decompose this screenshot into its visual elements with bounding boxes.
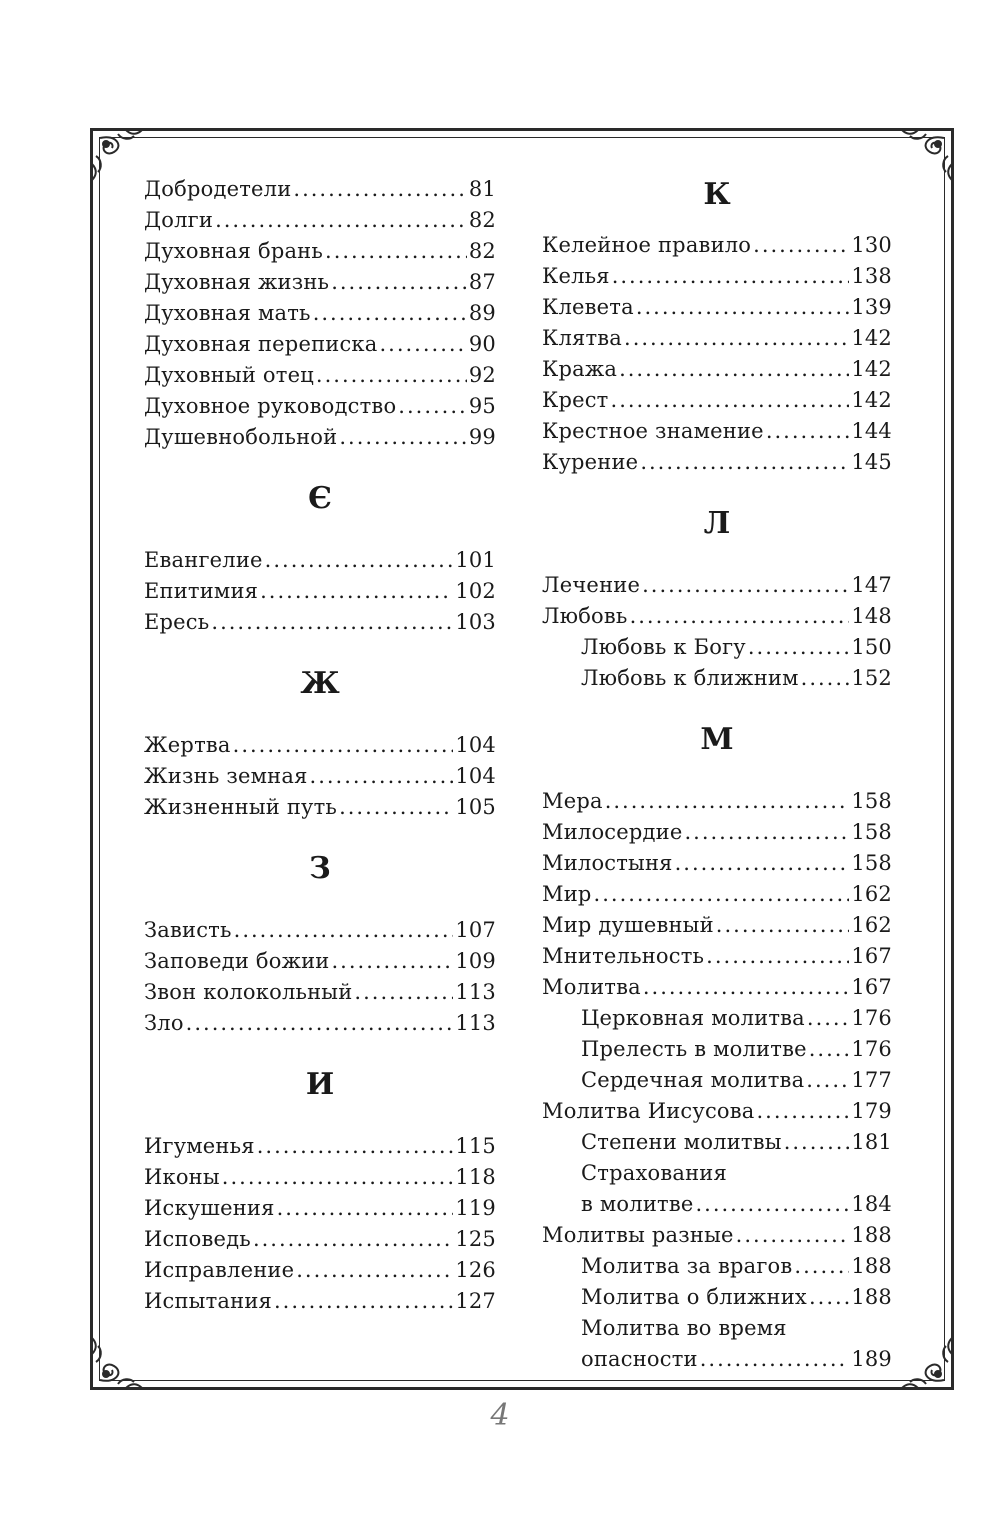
index-entry-term: Молитва xyxy=(542,975,641,999)
index-entry-term: Духовная мать xyxy=(144,301,311,325)
index-entry xyxy=(542,447,892,478)
index-entry-term: Искушения xyxy=(144,1196,275,1220)
index-entry-term: Степени молитвы xyxy=(581,1130,782,1154)
dot-leader xyxy=(706,941,849,972)
dot-leader xyxy=(325,236,467,267)
index-entry xyxy=(144,792,496,823)
index-entry xyxy=(542,323,892,354)
dot-leader xyxy=(809,1034,850,1065)
dot-leader xyxy=(809,1282,849,1313)
dot-leader xyxy=(277,1193,454,1224)
dot-leader xyxy=(611,385,850,416)
index-entry xyxy=(144,915,496,946)
index-entry-term: в молитве xyxy=(581,1192,694,1216)
index-entry-page-number: 145 xyxy=(851,450,892,474)
dot-leader xyxy=(801,663,850,694)
index-entry xyxy=(144,174,496,205)
index-entry-term: Лечение xyxy=(542,573,641,597)
index-entry xyxy=(542,385,892,416)
index-entry-term: Любовь к ближним xyxy=(581,666,799,690)
index-entry-page-number: 158 xyxy=(851,789,892,813)
dot-leader xyxy=(274,1286,453,1317)
section-letter-heading: К xyxy=(703,177,731,212)
index-entry xyxy=(144,1162,496,1193)
index-entry-term: Зависть xyxy=(144,918,232,942)
dot-leader xyxy=(784,1127,850,1158)
dot-leader xyxy=(354,977,453,1008)
index-entry-term: Клятва xyxy=(542,326,623,350)
index-entry-page-number: 126 xyxy=(455,1258,496,1282)
index-entry-term: Мнительность xyxy=(542,944,705,968)
index-entry-page-number: 95 xyxy=(468,394,496,418)
index-entry xyxy=(542,354,892,385)
index-entry-page-number: 127 xyxy=(455,1289,496,1313)
dot-leader xyxy=(293,174,466,205)
index-entry-term: Мир душевный xyxy=(542,913,714,937)
index-subentry xyxy=(542,1065,892,1096)
index-entry-term: Духовный отец xyxy=(144,363,314,387)
index-subentry xyxy=(542,1344,892,1375)
dot-leader xyxy=(748,632,849,663)
dot-leader xyxy=(716,910,850,941)
index-entry-term: Ересь xyxy=(144,610,210,634)
index-entry-term: Добродетели xyxy=(144,177,292,201)
dot-leader xyxy=(331,267,467,298)
index-entry-page-number: 125 xyxy=(455,1227,496,1251)
index-entry-page-number: 104 xyxy=(455,764,496,788)
index-entry-term: Жизненный путь xyxy=(144,795,338,819)
index-entry-page-number: 113 xyxy=(455,980,496,1004)
index-entry-page-number: 188 xyxy=(851,1254,892,1278)
dot-leader xyxy=(339,422,467,453)
index-entry-page-number: 142 xyxy=(851,388,892,412)
section-letter-heading: З xyxy=(309,851,331,886)
dot-leader xyxy=(234,915,454,946)
index-entry xyxy=(542,1220,892,1251)
index-column-right xyxy=(542,174,892,1375)
index-entry xyxy=(144,267,496,298)
dot-leader xyxy=(612,261,850,292)
dot-leader xyxy=(624,323,849,354)
index-entry xyxy=(144,730,496,761)
index-entry-term: Игуменья xyxy=(144,1134,255,1158)
index-entry-term: Евангелие xyxy=(144,548,263,572)
index-entry xyxy=(542,230,892,261)
index-entry-page-number: 176 xyxy=(851,1006,892,1030)
index-entry-page-number: 188 xyxy=(851,1285,892,1309)
index-entry xyxy=(542,941,892,972)
index-entry-term: Мера xyxy=(542,789,603,813)
index-entry-term: Долги xyxy=(144,208,214,232)
index-entry xyxy=(542,570,892,601)
index-entry-term: Иконы xyxy=(144,1165,220,1189)
index-entry xyxy=(542,261,892,292)
index-entry-page-number: 92 xyxy=(468,363,496,387)
index-entry-page-number: 81 xyxy=(468,177,496,201)
index-entry xyxy=(144,1286,496,1317)
dot-leader xyxy=(211,607,453,638)
index-entry-term: Жизнь земная xyxy=(144,764,308,788)
index-entry xyxy=(144,1131,496,1162)
index-subentry xyxy=(542,632,892,663)
dot-leader xyxy=(233,730,454,761)
index-entry-page-number: 167 xyxy=(851,944,892,968)
index-entry-page-number: 90 xyxy=(468,332,496,356)
index-entry-term: Молитва за врагов xyxy=(581,1254,793,1278)
index-entry-page-number: 113 xyxy=(455,1011,496,1035)
page-number: 4 xyxy=(490,1398,510,1433)
dot-leader xyxy=(594,879,850,910)
index-entry-term: Крест xyxy=(542,388,609,412)
dot-leader xyxy=(806,1065,849,1096)
index-entry-term: Келейное правило xyxy=(542,233,752,257)
index-subentry xyxy=(542,1189,892,1220)
dot-leader xyxy=(253,1224,453,1255)
index-entry-page-number: 87 xyxy=(468,270,496,294)
index-entry-page-number: 144 xyxy=(851,419,892,443)
corner-ornament-icon xyxy=(882,1318,958,1394)
index-entry-term: Испытания xyxy=(144,1289,272,1313)
section-letter-heading: М xyxy=(700,722,734,757)
dot-leader xyxy=(265,545,454,576)
index-entry-page-number: 167 xyxy=(851,975,892,999)
index-entry xyxy=(542,416,892,447)
index-entry xyxy=(542,292,892,323)
dot-leader xyxy=(640,447,849,478)
index-entry-page-number: 148 xyxy=(851,604,892,628)
index-entry xyxy=(144,1193,496,1224)
index-entry-term: Мир xyxy=(542,882,592,906)
index-entry-term: Исправление xyxy=(144,1258,295,1282)
dot-leader xyxy=(310,761,454,792)
index-entry-page-number: 139 xyxy=(851,295,892,319)
dot-leader xyxy=(260,576,453,607)
index-entry xyxy=(144,1008,496,1039)
index-entry-page-number: 179 xyxy=(851,1099,892,1123)
dot-leader xyxy=(313,298,467,329)
index-entry-page-number: 158 xyxy=(851,851,892,875)
dot-leader xyxy=(222,1162,454,1193)
dot-leader xyxy=(766,416,850,447)
index-entry-page-number: 82 xyxy=(468,239,496,263)
index-entry-term: Милосердие xyxy=(542,820,683,844)
index-entry xyxy=(144,1255,496,1286)
dot-leader xyxy=(630,601,850,632)
index-entry-term: Духовное руководство xyxy=(144,394,397,418)
dot-leader xyxy=(684,817,849,848)
index-entry-term: Звон колокольный xyxy=(144,980,353,1004)
index-entry-term-continued: Страхования xyxy=(581,1161,727,1185)
dot-leader xyxy=(296,1255,453,1286)
index-entry-page-number: 150 xyxy=(851,635,892,659)
dot-leader xyxy=(736,1220,850,1251)
index-entry-page-number: 102 xyxy=(455,579,496,603)
index-entry-term: Прелесть в молитве xyxy=(581,1037,807,1061)
index-entry-term: Любовь к Богу xyxy=(581,635,746,659)
dot-leader xyxy=(619,354,849,385)
section-letter-heading: Ж xyxy=(300,666,340,701)
dot-leader xyxy=(215,205,467,236)
index-entry-page-number: 189 xyxy=(851,1347,892,1371)
index-entry-term: Клевета xyxy=(542,295,634,319)
index-entry xyxy=(144,607,496,638)
index-entry xyxy=(144,391,496,422)
index-entry xyxy=(542,601,892,632)
index-entry-term: Курение xyxy=(542,450,639,474)
index-entry-term: Кража xyxy=(542,357,618,381)
index-entry-term: Зло xyxy=(144,1011,184,1035)
index-entry-page-number: 109 xyxy=(455,949,496,973)
index-entry-page-number: 101 xyxy=(455,548,496,572)
index-subentry xyxy=(542,1127,892,1158)
index-entry-page-number: 188 xyxy=(851,1223,892,1247)
dot-leader xyxy=(257,1131,454,1162)
index-subentry xyxy=(542,663,892,694)
dot-leader xyxy=(753,230,849,261)
index-entry xyxy=(144,360,496,391)
index-entry-page-number: 118 xyxy=(455,1165,496,1189)
index-entry-term: Молитва Иисусова xyxy=(542,1099,755,1123)
index-entry-page-number: 105 xyxy=(455,795,496,819)
index-subentry xyxy=(542,1251,892,1282)
dot-leader xyxy=(398,391,467,422)
index-entry-term: Заповеди божии xyxy=(144,949,330,973)
index-entry-page-number: 138 xyxy=(851,264,892,288)
index-entry-term: Исповедь xyxy=(144,1227,251,1251)
index-entry xyxy=(542,972,892,1003)
index-entry-page-number: 184 xyxy=(851,1192,892,1216)
corner-ornament-icon xyxy=(882,124,958,200)
dot-leader xyxy=(339,792,453,823)
index-entry xyxy=(144,545,496,576)
index-entry xyxy=(144,422,496,453)
index-entry xyxy=(542,848,892,879)
index-entry-term: Крестное знамение xyxy=(542,419,764,443)
index-entry-page-number: 162 xyxy=(851,913,892,937)
index-entry-term: Сердечная молитва xyxy=(581,1068,805,1092)
index-entry xyxy=(144,946,496,977)
index-entry-term: Церковная молитва xyxy=(581,1006,805,1030)
index-entry-term: Келья xyxy=(542,264,610,288)
corner-ornament-icon xyxy=(86,1318,162,1394)
dot-leader xyxy=(643,972,849,1003)
index-entry-term: Душевнобольной xyxy=(144,425,338,449)
dot-leader xyxy=(316,360,467,391)
index-entry xyxy=(144,205,496,236)
index-entry-term: опасности xyxy=(581,1347,698,1371)
index-entry-page-number: 177 xyxy=(851,1068,892,1092)
dot-leader xyxy=(186,1008,454,1039)
dot-leader xyxy=(642,570,849,601)
index-entry xyxy=(144,977,496,1008)
index-entry-page-number: 99 xyxy=(468,425,496,449)
section-letter-heading: Л xyxy=(703,506,731,541)
dot-leader xyxy=(757,1096,850,1127)
index-entry-page-number: 119 xyxy=(455,1196,496,1220)
dot-leader xyxy=(794,1251,849,1282)
index-entry-term: Любовь xyxy=(542,604,628,628)
index-column-left xyxy=(144,174,496,1317)
index-entry-page-number: 82 xyxy=(468,208,496,232)
index-entry-term: Милостыня xyxy=(542,851,673,875)
index-entry xyxy=(144,761,496,792)
index-entry-term: Молитвы разные xyxy=(542,1223,734,1247)
index-entry-page-number: 181 xyxy=(851,1130,892,1154)
index-entry-term: Епитимия xyxy=(144,579,259,603)
dot-leader xyxy=(700,1344,850,1375)
index-entry xyxy=(144,298,496,329)
index-entry-term: Духовная брань xyxy=(144,239,324,263)
index-entry xyxy=(144,329,496,360)
dot-leader xyxy=(695,1189,849,1220)
dot-leader xyxy=(807,1003,849,1034)
index-entry xyxy=(542,817,892,848)
index-entry xyxy=(542,1096,892,1127)
index-entry-page-number: 152 xyxy=(851,666,892,690)
index-entry-page-number: 147 xyxy=(851,573,892,597)
index-entry-page-number: 142 xyxy=(851,326,892,350)
index-entry xyxy=(542,879,892,910)
index-entry-page-number: 176 xyxy=(851,1037,892,1061)
dot-leader xyxy=(675,848,850,879)
index-entry xyxy=(144,576,496,607)
index-entry-page-number: 104 xyxy=(455,733,496,757)
index-entry-page-number: 107 xyxy=(455,918,496,942)
index-entry-page-number: 158 xyxy=(851,820,892,844)
index-entry-term: Духовная переписка xyxy=(144,332,378,356)
index-entry-page-number: 162 xyxy=(851,882,892,906)
index-entry xyxy=(144,236,496,267)
index-subentry xyxy=(542,1003,892,1034)
section-letter-heading: Є xyxy=(308,481,332,516)
dot-leader xyxy=(379,329,466,360)
index-subentry xyxy=(542,1282,892,1313)
index-entry-term: Молитва о ближних xyxy=(581,1285,807,1309)
index-entry xyxy=(144,1224,496,1255)
index-entry-page-number: 142 xyxy=(851,357,892,381)
index-entry-page-number: 103 xyxy=(455,610,496,634)
index-entry-page-number: 115 xyxy=(455,1134,496,1158)
index-entry-term-continued: Молитва во время xyxy=(581,1316,787,1340)
index-subentry xyxy=(542,1034,892,1065)
index-entry xyxy=(542,786,892,817)
dot-leader xyxy=(636,292,850,323)
index-entry xyxy=(542,910,892,941)
index-entry-term: Духовная жизнь xyxy=(144,270,330,294)
section-letter-heading: И xyxy=(305,1067,335,1102)
index-entry-page-number: 130 xyxy=(851,233,892,257)
index-entry-page-number: 89 xyxy=(468,301,496,325)
dot-leader xyxy=(605,786,850,817)
dot-leader xyxy=(332,946,454,977)
index-entry-term: Жертва xyxy=(144,733,231,757)
